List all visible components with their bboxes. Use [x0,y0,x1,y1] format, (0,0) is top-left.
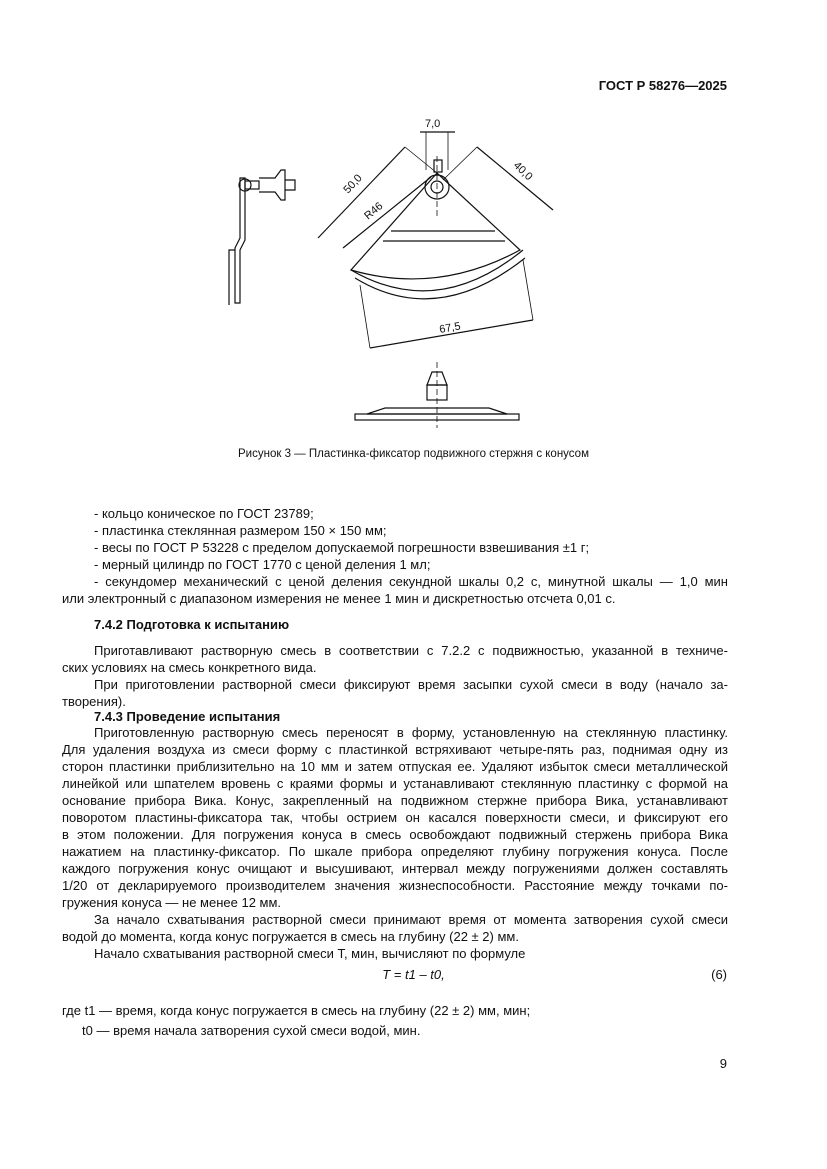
paragraph-line: линейкой или шпателем вровень с краями формы и устанавливают стеклянную пластинку с формой на [62,776,728,791]
list-item: - пластинка стеклянная размером 150 × 150 мм; [94,523,387,538]
section-heading-7-4-3: 7.4.3 Проведение испытания [94,709,281,724]
list-item: - мерный цилиндр по ГОСТ 1770 с ценой деления 1 мл; [94,557,431,572]
figure-3-drawing [215,110,595,440]
paragraph-line: Приготавливают растворную смесь в соответствии с 7.2.2 с подвижностью, указанной в техниче- [94,643,728,658]
dim-side-right: 40,0 [510,159,535,184]
dim-arc: 67,5 [438,320,462,336]
paragraph-line: поворотом пластины-фиксатора так, чтобы острием он касался поверхности смеси, и фиксируют его [62,810,728,825]
paragraph-line: творения). [62,694,126,709]
page-number: 9 [719,1056,727,1071]
paragraph-line: За начало схватывания растворной смеси принимают время от момента затворения сухой смеси [94,912,728,927]
paragraph-line: основание прибора Вика. Конус, закрепленный на подвижном стержне прибора Вика, устанавливают [62,793,728,808]
paragraph-line: сторон пластинки приблизительно на 10 мм и затем отпуская ее. Удаляют избыток смеси металлической [62,759,728,774]
paragraph-line: каждого погружения конус очищают и высушивают, интервал между погружениями должен составлять [62,861,728,876]
paragraph-line: Начало схватывания растворной смеси T, мин, вычисляют по формуле [94,946,526,961]
dim-width: 7,0 [425,118,441,130]
formula: T = t1 – t0, [382,967,445,982]
paragraph-line: Для удаления воздуха из смеси форму с пластинкой встряхивают четыре-пять раз, поднимая одну из [62,742,728,757]
paragraph-line: или электронный с диапазоном измерения не менее 1 мин и дискретностью отсчета 0,01 с. [62,591,616,606]
paragraph-line: водой до момента, когда конус погружается в смесь на глубину (22 ± 2) мм. [62,929,519,944]
dim-side-left: 50,0 [341,172,365,197]
section-heading-7-4-2: 7.4.2 Подготовка к испытанию [94,617,290,632]
list-item: - кольцо коническое по ГОСТ 23789; [94,506,314,521]
paragraph-line: ских условиях на смесь конкретного вида. [62,660,317,675]
paragraph-line: 1/20 от декларируемого производителем значения жизнеспособности. Расстояние между точками по- [62,878,728,893]
paragraph-line: Приготовленную растворную смесь переносят в форму, установленную на стеклянную пластинку. [94,725,728,740]
where-line-t0: t0 — время начала затворения сухой смеси водой, мин. [82,1023,421,1038]
document-code: ГОСТ Р 58276—2025 [598,78,727,93]
paragraph-line: нажатием на пластинку-фиксатор. По шкале прибора определяют глубину погружения конуса. После [62,844,728,859]
list-item: - секундомер механический с ценой деления секундной шкалы 0,2 с, минутной шкалы — 1,0 мин [94,574,728,589]
where-line-t1: где t1 — время, когда конус погружается в смесь на глубину (22 ± 2) мм, мин; [62,1003,531,1018]
figure-caption: Рисунок 3 — Пластинка-фиксатор подвижного стержня с конусом [238,448,589,460]
paragraph-line: в этом положении. Для погружения конуса в смесь освобождают подвижный стержень прибора Вика [62,827,728,842]
equation-number: (6) [711,967,727,982]
paragraph-line: гружения конуса — не менее 12 мм. [62,895,282,910]
list-item: - весы по ГОСТ Р 53228 с пределом допускаемой погрешности взвешивания ±1 г; [94,540,590,555]
dim-radius: R46 [362,200,386,223]
paragraph-line: При приготовлении растворной смеси фиксируют время засыпки сухой смеси в воду (начало за- [94,677,728,692]
